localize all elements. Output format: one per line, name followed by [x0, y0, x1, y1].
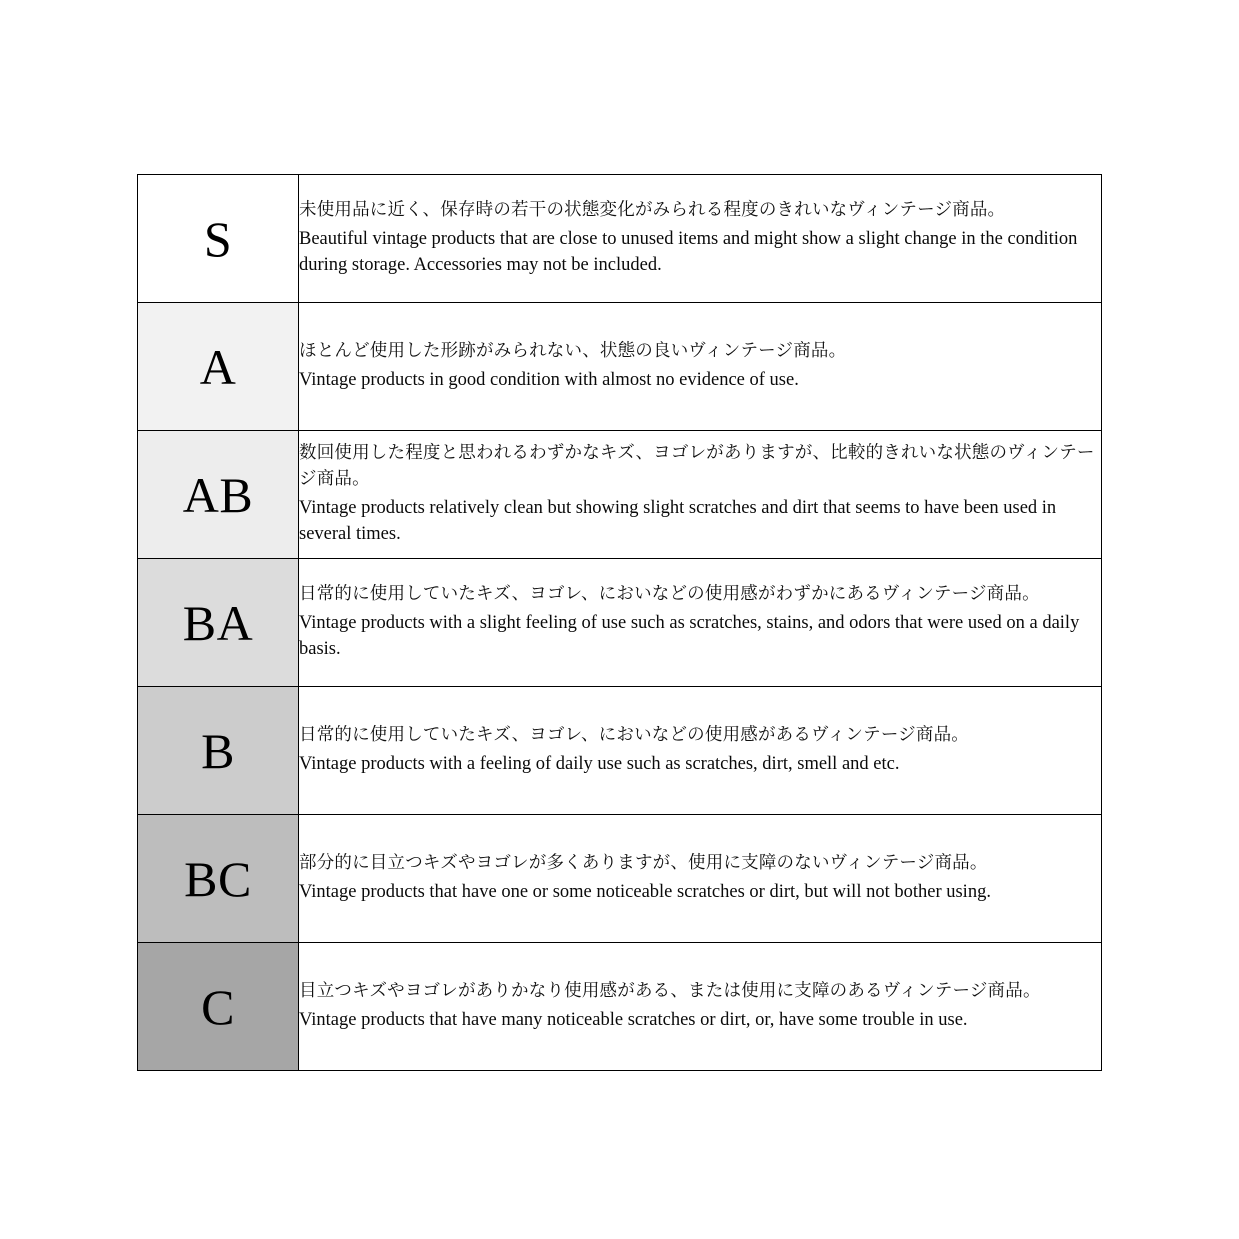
description-english: Beautiful vintage products that are close to unused items and might show a slight change in the condition during storage. Accessories may not be included. [299, 228, 1078, 276]
description-cell [299, 303, 1102, 431]
table-row [138, 815, 1102, 943]
description-english: Vintage products with a feeling of daily use such as scratches, dirt, smell and etc. [299, 754, 900, 775]
grade-label-cell: AB [138, 431, 299, 559]
description-english: Vintage products with a slight feeling of use such as scratches, stains, and odors that were used on a daily basis. [299, 612, 1080, 660]
description-cell [299, 559, 1102, 687]
description-english: Vintage products in good condition with almost no evidence of use. [299, 370, 799, 391]
table-row [138, 175, 1102, 303]
description-cell [299, 431, 1102, 559]
grade-label-cell: BC [138, 815, 299, 943]
description-japanese: 日常的に使用していたキズ、ヨゴレ、においなどの使用感がわずかにあるヴィンテージ商品。 [299, 583, 1040, 604]
table-body [138, 175, 1102, 1071]
description-english: Vintage products that have one or some noticeable scratches or dirt, but will not bother using. [299, 882, 991, 903]
table-row [138, 431, 1102, 559]
description-japanese: 部分的に目立つキズやヨゴレが多くありますが、使用に支障のないヴィンテージ商品。 [299, 853, 988, 874]
condition-grade-table [137, 174, 1102, 1071]
table-row [138, 943, 1102, 1071]
grade-label-cell: BA [138, 559, 299, 687]
description-english: Vintage products that have many noticeable scratches or dirt, or, have some trouble in use. [299, 1010, 968, 1031]
grade-label-cell: S [138, 175, 299, 303]
table-row [138, 687, 1102, 815]
grade-label-cell: B [138, 687, 299, 815]
description-japanese: 未使用品に近く、保存時の若干の状態変化がみられる程度のきれいなヴィンテージ商品。 [299, 199, 1006, 220]
description-cell [299, 175, 1102, 303]
table-row [138, 303, 1102, 431]
description-japanese: ほとんど使用した形跡がみられない、状態の良いヴィンテージ商品。 [299, 341, 847, 362]
grade-label-cell: A [138, 303, 299, 431]
description-cell [299, 943, 1102, 1071]
description-japanese: 日常的に使用していたキズ、ヨゴレ、においなどの使用感があるヴィンテージ商品。 [299, 725, 969, 746]
description-japanese: 数回使用した程度と思われるわずかなキズ、ヨゴレがありますが、比較的きれいな状態のヴィンテージ商品。 [299, 442, 1095, 489]
description-japanese: 目立つキズやヨゴレがありかなり使用感がある、または使用に支障のあるヴィンテージ商品。 [299, 981, 1041, 1002]
description-cell [299, 815, 1102, 943]
description-english: Vintage products relatively clean but showing slight scratches and dirt that seems to have been used in several times. [299, 497, 1057, 545]
table-row [138, 559, 1102, 687]
description-cell [299, 687, 1102, 815]
grade-label-cell: C [138, 943, 299, 1071]
